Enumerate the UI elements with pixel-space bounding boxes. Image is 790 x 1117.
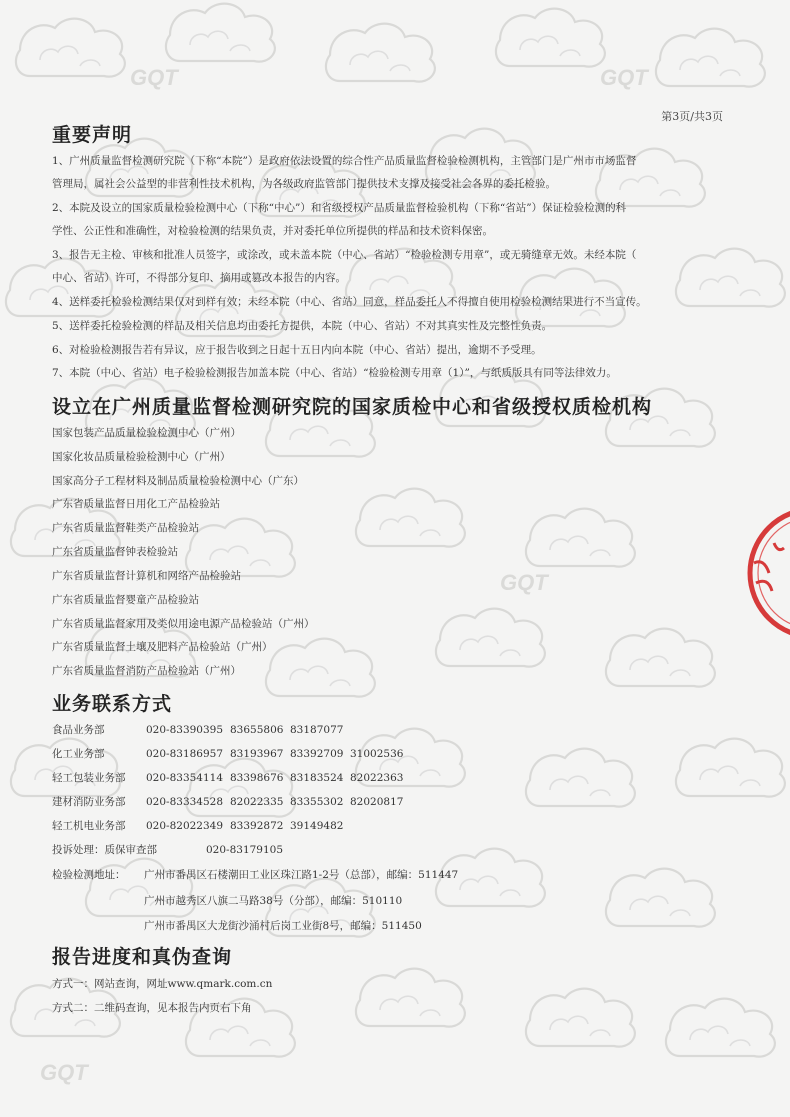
phone-number: 82020817	[350, 796, 404, 808]
phone-number: 020-82022349	[146, 820, 224, 832]
address-row	[52, 867, 458, 882]
address-line: 广州市番禺区大龙街沙涌村后岗工业街8号，邮编：511450	[144, 920, 422, 932]
institution-item: 国家化妆品质量检验检测中心（广州）	[52, 451, 231, 463]
watermark-logo: GQT	[130, 65, 178, 90]
phone-number: 39149482	[290, 820, 344, 832]
department-name: 轻工包装业务部	[52, 772, 126, 784]
phone-number: 83183524	[290, 772, 344, 784]
institution-item: 广东省质量监督日用化工产品检验站	[52, 498, 220, 510]
institutions-title: 设立在广州质量监督检测研究院的国家质检中心和省级授权质检机构	[52, 396, 653, 418]
contact-row	[52, 794, 410, 809]
notice-line: 中心、省站）许可，不得部分复印、摘用或篡改本报告的内容。	[52, 272, 346, 284]
phone-number: 020-83334528	[146, 796, 224, 808]
watermark-logo: GQT	[40, 1060, 88, 1085]
report-query-title: 报告进度和真伪查询	[52, 946, 233, 968]
notice-line: 4、送样委托检验检测结果仅对到样有效；未经本院（中心、省站）同意，样品委托人不得擅自使用检验检测结果进行不当宣传。	[52, 296, 647, 308]
phone-number: 83355302	[290, 796, 344, 808]
complaint-number: 020-83179105	[206, 844, 284, 856]
institution-item: 广东省质量监督钟表检验站	[52, 546, 178, 558]
phone-number: 020-83354114	[146, 772, 224, 784]
address-row	[144, 918, 422, 933]
notice-line: 2、本院及设立的国家质量检验检测中心（下称“中心”）和省级授权产品质量监督检验机构（下称“省站”）保证检验检测的科	[52, 202, 627, 214]
phone-number: 82022363	[350, 772, 404, 784]
watermark-logo: GQT	[600, 65, 648, 90]
institution-item: 广东省质量监督计算机和网络产品检验站	[52, 570, 241, 582]
page-number: 第3页/共3页	[661, 110, 723, 123]
red-seal-stamp	[744, 503, 790, 643]
notice-line: 3、报告无主检、审核和批准人员签字，或涂改，或未盖本院（中心、省站）“检验检测专用章”，或无骑缝章无效。未经本院（	[52, 249, 637, 261]
contact-row	[52, 818, 410, 833]
institution-item: 国家高分子工程材料及制品质量检验检测中心（广东）	[52, 475, 304, 487]
contact-row	[52, 722, 410, 737]
phone-number: 31002536	[350, 748, 404, 760]
address-label: 检验检测地址：	[52, 869, 126, 881]
phone-number: 83187077	[290, 724, 344, 736]
notice-line: 7、本院（中心、省站）电子检验检测报告加盖本院（中心、省站）“检验检测专用章（1）”，与纸质版具有同等法律效力。	[52, 367, 617, 379]
phone-number: 83392872	[230, 820, 284, 832]
department-name: 轻工机电业务部	[52, 820, 126, 832]
notice-line: 管理局，属社会公益型的非营利性技术机构，为各级政府监管部门提供技术支撑及接受社会各界的委托检验。	[52, 178, 556, 190]
department-name: 化工业务部	[52, 748, 105, 760]
institution-item: 广东省质量监督婴童产品检验站	[52, 594, 199, 606]
phone-number: 83193967	[230, 748, 284, 760]
department-name: 建材消防业务部	[52, 796, 126, 808]
phone-number: 83392709	[290, 748, 344, 760]
institution-item: 广东省质量监督家用及类似用途电源产品检验站（广州）	[52, 618, 315, 630]
institution-item: 国家包装产品质量检验检测中心（广州）	[52, 427, 241, 439]
complaint-label: 投诉处理：质保审查部	[52, 844, 157, 856]
address-line: 广州市越秀区八旗二马路38号（分部），邮编：510110	[144, 895, 403, 907]
notice-line: 学性、公正性和准确性，对检验检测的结果负责，并对委托单位所提供的样品和技术资料保密。	[52, 225, 493, 237]
phone-number: 83398676	[230, 772, 284, 784]
address-row	[144, 893, 402, 908]
query-method: 方式二：二维码查询，见本报告内页右下角	[52, 1002, 252, 1014]
phone-number: 020-83186957	[146, 748, 224, 760]
notice-line: 1、广州质量监督检测研究院（下称“本院”）是政府依法设置的综合性产品质量监督检验检测机构，主管部门是广州市市场监督	[52, 155, 637, 167]
watermark-logo: GQT	[500, 570, 548, 595]
address-line: 广州市番禺区石楼潮田工业区珠江路1-2号（总部），邮编：511447	[144, 869, 459, 881]
complaint-row	[52, 842, 283, 857]
phone-number: 83655806	[230, 724, 284, 736]
contact-row	[52, 770, 410, 785]
notice-line: 5、送样委托检验检测的样品及相关信息均由委托方提供，本院（中心、省站）不对其真实性及完整性负责。	[52, 320, 553, 332]
department-name: 食品业务部	[52, 724, 105, 736]
query-method: 方式一：网站查询，网址www.qmark.com.cn	[52, 978, 273, 990]
important-notice-title: 重要声明	[52, 124, 133, 146]
notice-line: 6、对检验检测报告若有异议，应于报告收到之日起十五日内向本院（中心、省站）提出，逾期不予受理。	[52, 344, 542, 356]
contact-title: 业务联系方式	[52, 693, 173, 715]
institution-item: 广东省质量监督土壤及肥料产品检验站（广州）	[52, 641, 273, 653]
contact-row	[52, 746, 410, 761]
phone-number: 82022335	[230, 796, 284, 808]
institution-item: 广东省质量监督消防产品检验站（广州）	[52, 665, 241, 677]
phone-number: 020-83390395	[146, 724, 224, 736]
institution-item: 广东省质量监督鞋类产品检验站	[52, 522, 199, 534]
